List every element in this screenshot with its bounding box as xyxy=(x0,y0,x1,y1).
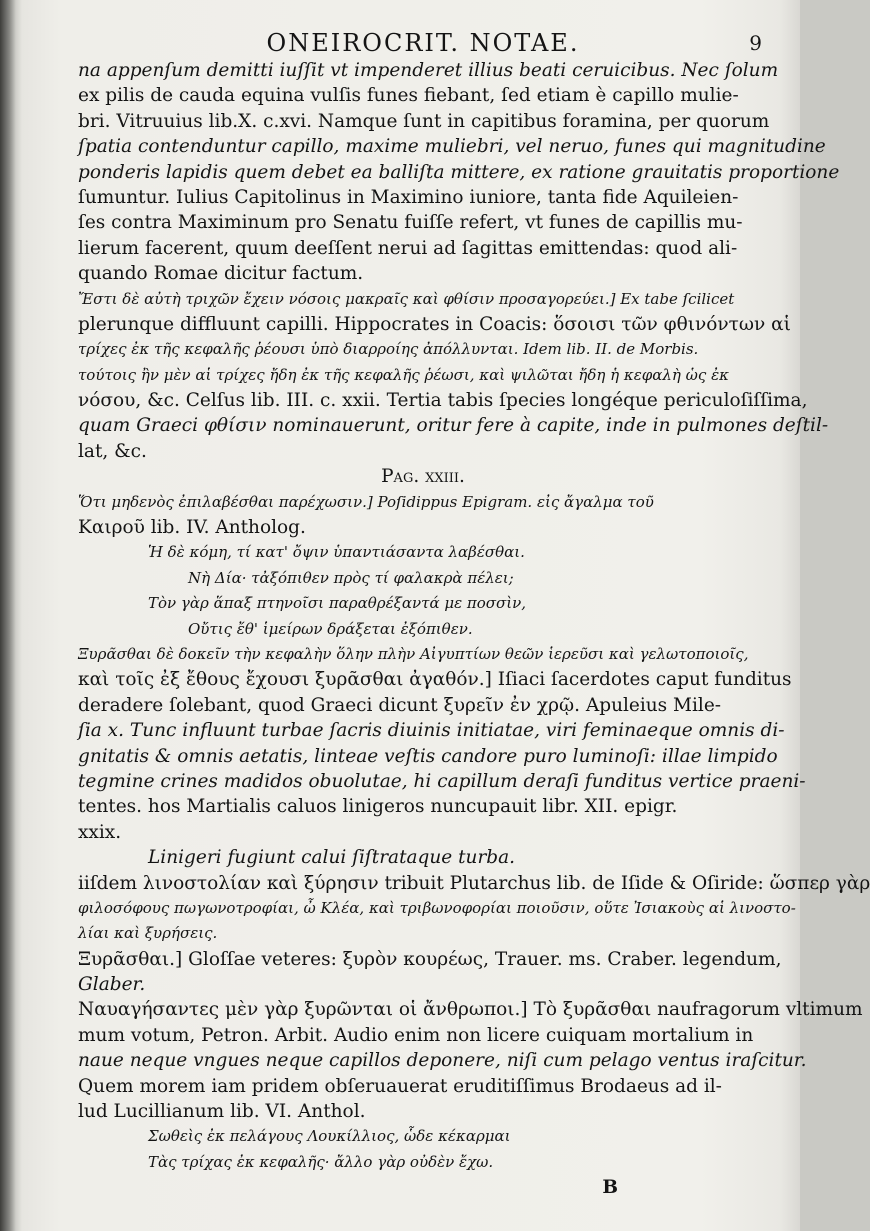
text-line: tentes. hos Martialis caluos linigeros nuncupauit libr. XII. epigr. xyxy=(78,796,678,818)
text-line: naue neque vngues neque capillos deponere, niſi cum pelago ventus iraſcitur. xyxy=(78,1050,807,1072)
text-line: plerunque diffluunt capilli. Hippocrates in Coacis: ὅσοισι τῶν φθινόντων αἱ xyxy=(78,313,791,335)
book-gutter xyxy=(0,0,16,1231)
text-line: mum votum, Petron. Arbit. Audio enim non licere cuiquam mortalium in xyxy=(78,1024,754,1046)
text-line: ſpatia contenduntur capillo, maxime muliebri, vel neruo, funes qui magnitudine xyxy=(78,136,826,158)
page-text xyxy=(78,28,870,1201)
running-header xyxy=(78,28,768,58)
text-line: ſia x. Tunc influunt turbae ſacris diuinis initiatae, viri feminaeque omnis di- xyxy=(78,720,785,742)
text-line: lierum facerent, quum deeſſent nerui ad ſagittas emittendas: quod ali- xyxy=(78,237,738,259)
text-line: τρίχες ἐκ τῆς κεφαλῆς ῥέουσι ὑπὸ διαρροίης ἀπόλλυνται. Idem lib. II. de Morbis. xyxy=(78,340,699,359)
text-line: gnitatis & omnis aetatis, linteae veſtis candore puro luminoſi: illae limpido xyxy=(78,745,778,767)
text-line: quando Romae dicitur factum. xyxy=(78,263,364,285)
section-heading: Pag. xxiii. xyxy=(381,466,465,488)
running-title: ΟΝΕΙROCRIT. NOTAE. xyxy=(266,29,580,57)
text-line: Ξυρᾶσθαι.] Gloſſae veteres: ξυρὸν κουρέως, Trauer. ms. Craber. legendum, xyxy=(78,948,782,970)
text-line: νόσου, &c. Celſus lib. III. c. xxii. Tertia tabis ſpecies longéque periculoſiſſima, xyxy=(78,390,808,412)
text-line: tegmine crines madidos obuolutae, hi capillum deraſi funditus vertice praeni- xyxy=(78,770,806,792)
signature-mark: B xyxy=(602,1177,618,1199)
text-line: ſumuntur. Iulius Capitolinus in Maximino iuniore, tanta fide Aquileien- xyxy=(78,186,739,208)
verse-line: Τὰς τρίχας ἐκ κεφαλῆς· ἄλλο γὰρ οὐδὲν ἔχω. xyxy=(148,1152,494,1171)
text-line: lat, &c. xyxy=(78,440,147,462)
text-line: λίαι καὶ ξυρήσεις. xyxy=(78,924,218,943)
text-line: Καιροῦ lib. IV. Antholog. xyxy=(78,517,306,539)
text-line: iiſdem λινοστολίαν καὶ ξύρησιν tribuit Plutarchus lib. de Iſide & Oſiride: ὥσπερ γὰρ xyxy=(78,872,870,894)
text-line: quam Graeci φθίσιν nominauerunt, oritur fere à capite, inde in pulmones deſtil- xyxy=(78,415,829,437)
page-number: 9 xyxy=(749,31,764,55)
verse-line: Ἡ δὲ κόμη, τί κατ' ὄψιν ὑπαντιάσαντα λαβέσθαι. xyxy=(148,543,525,562)
verse-line: Linigeri fugiunt calui ſiſtrataque turba. xyxy=(148,847,516,869)
text-line: τούτοις ἢν μὲν αἱ τρίχες ἤδη ἐκ τῆς κεφαλῆς ῥέωσι, καὶ ψιλῶται ἤδη ἡ κεφαλὴ ὡς ἐκ xyxy=(78,365,729,384)
verse-line: Νὴ Δία· τἀξόπιθεν πρὸς τί φαλακρὰ πέλει; xyxy=(188,568,514,587)
text-line: lud Lucillianum lib. VI. Anthol. xyxy=(78,1101,366,1123)
text-line: Quem morem iam pridem obſeruauerat eruditiſſimus Brodaeus ad il- xyxy=(78,1075,722,1097)
text-line: xxix. xyxy=(78,821,122,843)
verse-line: Σωθεὶς ἐκ πελάγους Λουκίλλιος, ὧδε κέκαρμαι xyxy=(148,1127,511,1146)
text-line: Ναυαγήσαντες μὲν γὰρ ξυρῶνται οἱ ἄνθρωποι.] Τὸ ξυρᾶσθαι naufragorum vltimum xyxy=(78,999,863,1021)
text-line: deradere ſolebant, quod Graeci dicunt ξυρεῖν ἐν χρῷ. Apuleius Mile- xyxy=(78,694,722,716)
text-line: Glaber. xyxy=(78,974,146,996)
verse-line: Τὸν γὰρ ἅπαξ πτηνοῖσι παραθρέξαντά με ποσσὶν, xyxy=(148,594,527,613)
text-line: ponderis lapidis quem debet ea balliſta mittere, ex ratione grauitatis proportione xyxy=(78,161,840,183)
text-line: ſes contra Maximinum pro Senatu fuiſſe refert, vt funes de capillis mu- xyxy=(78,212,743,234)
text-line: Ἔστι δὲ αὐτὴ τριχῶν ἔχειν νόσοις μακραῖς καὶ φθίσιν προσαγορεύει.] Ex tabe ſcilicet xyxy=(78,289,735,308)
text-line: ex pilis de cauda equina vulſis funes fiebant, ſed etiam è capillo mulie- xyxy=(78,85,739,107)
text-line: Ὅτι μηδενὸς ἐπιλαβέσθαι παρέχωσιν.] Poſidippus Epigram. εἰς ἄγαλμα τοῦ xyxy=(78,492,654,511)
text-line: καὶ τοῖς ἐξ ἔθους ἔχουσι ξυρᾶσθαι ἀγαθόν.] Iſiaci ſacerdotes caput funditus xyxy=(78,669,792,691)
text-line: na appenſum demitti iuſſit vt impenderet illius beati ceruicibus. Nec ſolum xyxy=(78,60,779,81)
text-line: Ξυρᾶσθαι δὲ δοκεῖν τὴν κεφαλὴν ὅλην πλὴν Αἰγυπτίων θεῶν ἱερεῦσι καὶ γελωτοποιοῖς, xyxy=(78,644,749,663)
text-line: bri. Vitruuius lib.X. c.xvi. Namque ſunt in capitibus foramina, per quorum xyxy=(78,110,770,132)
verse-line: Οὔτις ἔθ' ἱμείρων δράξεται ἐξόπιθεν. xyxy=(188,619,473,638)
text-line: φιλοσόφους πωγωνοτροφίαι, ὦ Κλέα, καὶ τριβωνοφορίαι ποιοῦσιν, οὕτε Ἰσιακοὺς αἱ λινοστο- xyxy=(78,898,796,917)
